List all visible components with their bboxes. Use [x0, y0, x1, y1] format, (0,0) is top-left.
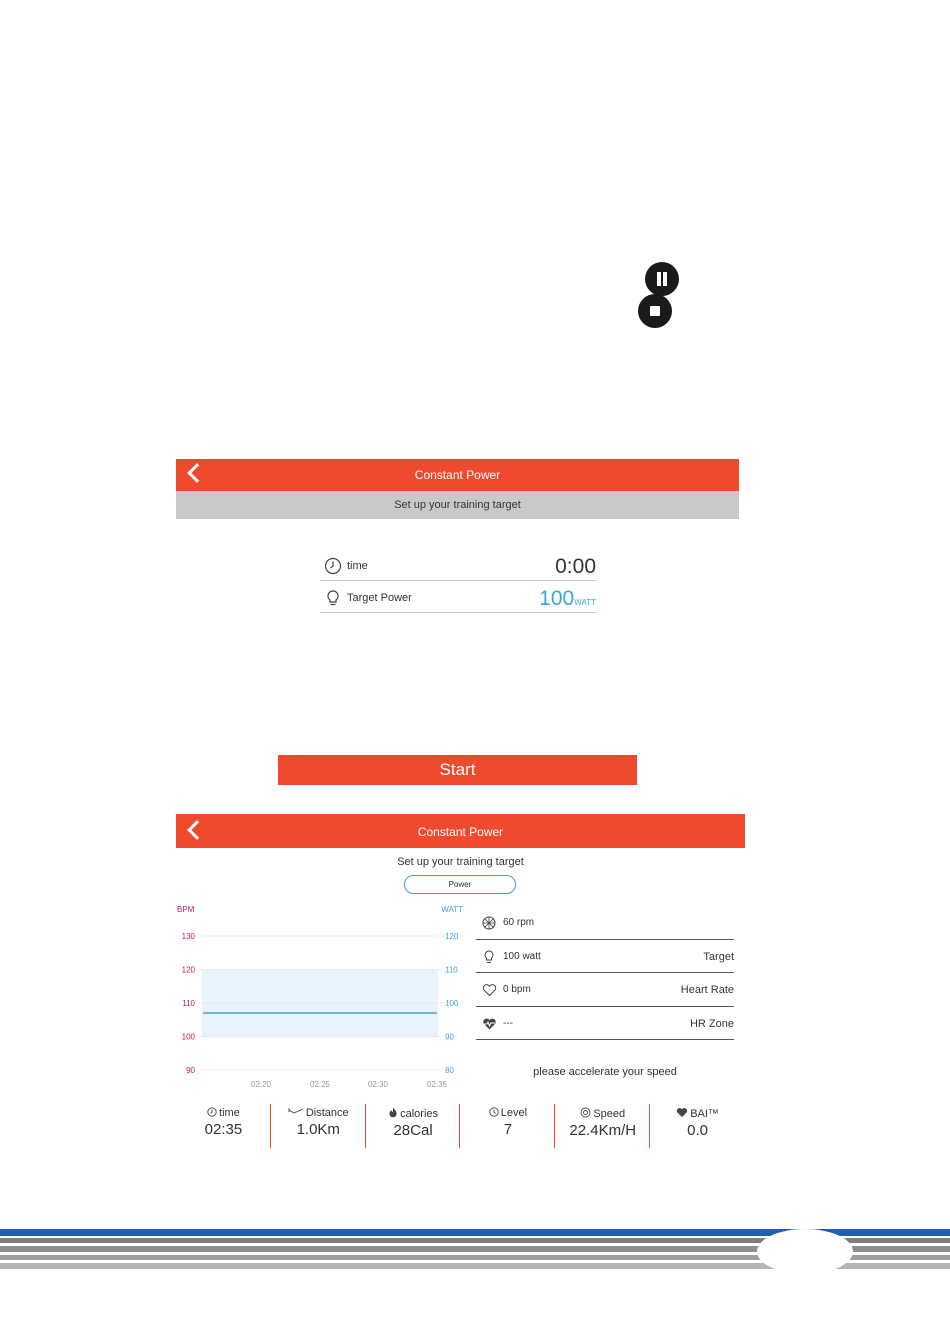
bpm-tick-label: 100 [181, 1032, 195, 1042]
setup-row-target-power[interactable] [320, 581, 596, 613]
metric-time [176, 1104, 271, 1150]
metric-label: time [219, 1107, 240, 1119]
metric-distance [271, 1104, 366, 1150]
metric-value: 02:35 [204, 1121, 243, 1138]
metric-value: 1.0Km [296, 1121, 340, 1138]
stat-tag: Heart Rate [680, 984, 734, 996]
metric-value: 7 [503, 1121, 513, 1138]
app-header [176, 459, 739, 491]
metric-bai [650, 1104, 745, 1150]
clock-icon [207, 1107, 217, 1120]
page-number-badge [757, 1229, 853, 1274]
metric-value: 22.4Km/H [569, 1122, 637, 1139]
watt-tick-label: 90 [445, 1032, 454, 1042]
metric-label: Speed [593, 1108, 626, 1120]
time-value: 0:00 [555, 555, 596, 578]
bpm-axis-label: BPM [177, 905, 195, 914]
metric-label: calories [400, 1108, 439, 1120]
bpm-tick-label: 130 [181, 932, 195, 941]
bai-heart-icon [676, 1107, 688, 1121]
mode-pill[interactable]: Power [404, 875, 516, 894]
stat-row-cadence [476, 906, 734, 940]
bpm-tick-label: 110 [182, 999, 195, 1008]
metric-label: Level [500, 1107, 528, 1119]
distance-icon [288, 1107, 304, 1120]
x-tick-label: 02:30 [367, 1080, 389, 1089]
metric-label: BAI™ [690, 1108, 719, 1120]
stat-list [476, 906, 734, 1040]
stop-button[interactable] [638, 294, 672, 328]
metric-value: 28Cal [393, 1122, 433, 1139]
speed-hint: please accelerate your speed [533, 1066, 677, 1078]
heart-rate-value: 0 bpm [503, 984, 531, 995]
workout-screen [176, 814, 745, 848]
stat-row-heart-rate [476, 973, 734, 1007]
metrics-bar [176, 1104, 745, 1150]
heart-icon [482, 983, 497, 1002]
setup-subtitle: Set up your training target [176, 491, 739, 519]
pause-button[interactable] [645, 262, 679, 296]
target-watt-value: 100 watt [503, 950, 541, 962]
stat-row-hr-zone [476, 1007, 734, 1041]
stat-row-target [476, 940, 734, 974]
cadence-value: 60 rpm [503, 917, 535, 928]
metric-label: Distance [305, 1107, 349, 1119]
stat-tag: HR Zone [689, 1017, 734, 1030]
power-chart [176, 900, 476, 1100]
watt-axis-label: WATT [441, 905, 463, 914]
level-icon [489, 1107, 499, 1120]
lightbulb-icon [324, 589, 342, 612]
metric-speed [555, 1104, 650, 1150]
heart-pulse-icon [482, 1017, 497, 1036]
app-header [176, 814, 745, 848]
flame-icon [388, 1107, 398, 1121]
setup-screen [176, 459, 739, 519]
watt-tick-label: 80 [445, 1066, 454, 1075]
start-button[interactable]: Start [278, 755, 637, 785]
clock-icon [324, 557, 342, 580]
workout-subtitle: Set up your training target [397, 856, 524, 868]
setup-row-time[interactable] [320, 549, 596, 581]
target-power-value: 100WATT [539, 587, 596, 610]
watt-tick-label: 120 [445, 932, 459, 941]
setup-table [320, 549, 596, 613]
x-tick-label: 02:35 [426, 1080, 448, 1089]
metric-calories [366, 1104, 461, 1150]
hr-zone-value: --- [503, 1017, 513, 1029]
lightbulb-icon [482, 950, 496, 969]
watt-unit: WATT [574, 598, 596, 607]
bpm-tick-label: 90 [186, 1066, 195, 1075]
bpm-tick-label: 120 [181, 965, 195, 975]
watt-tick-label: 110 [445, 965, 458, 975]
x-tick-label: 02:25 [309, 1080, 331, 1089]
stat-tag: Target [703, 950, 734, 963]
setup-label: time [347, 560, 368, 572]
metric-level [460, 1104, 555, 1150]
speed-icon [580, 1107, 591, 1121]
watt-tick-label: 100 [445, 999, 459, 1008]
cadence-icon [482, 916, 496, 935]
metric-value: 0.0 [687, 1122, 708, 1139]
header-title: Constant Power [417, 825, 504, 839]
header-title: Constant Power [414, 468, 501, 482]
x-tick-label: 02:20 [250, 1080, 272, 1089]
setup-label: Target Power [347, 592, 412, 604]
